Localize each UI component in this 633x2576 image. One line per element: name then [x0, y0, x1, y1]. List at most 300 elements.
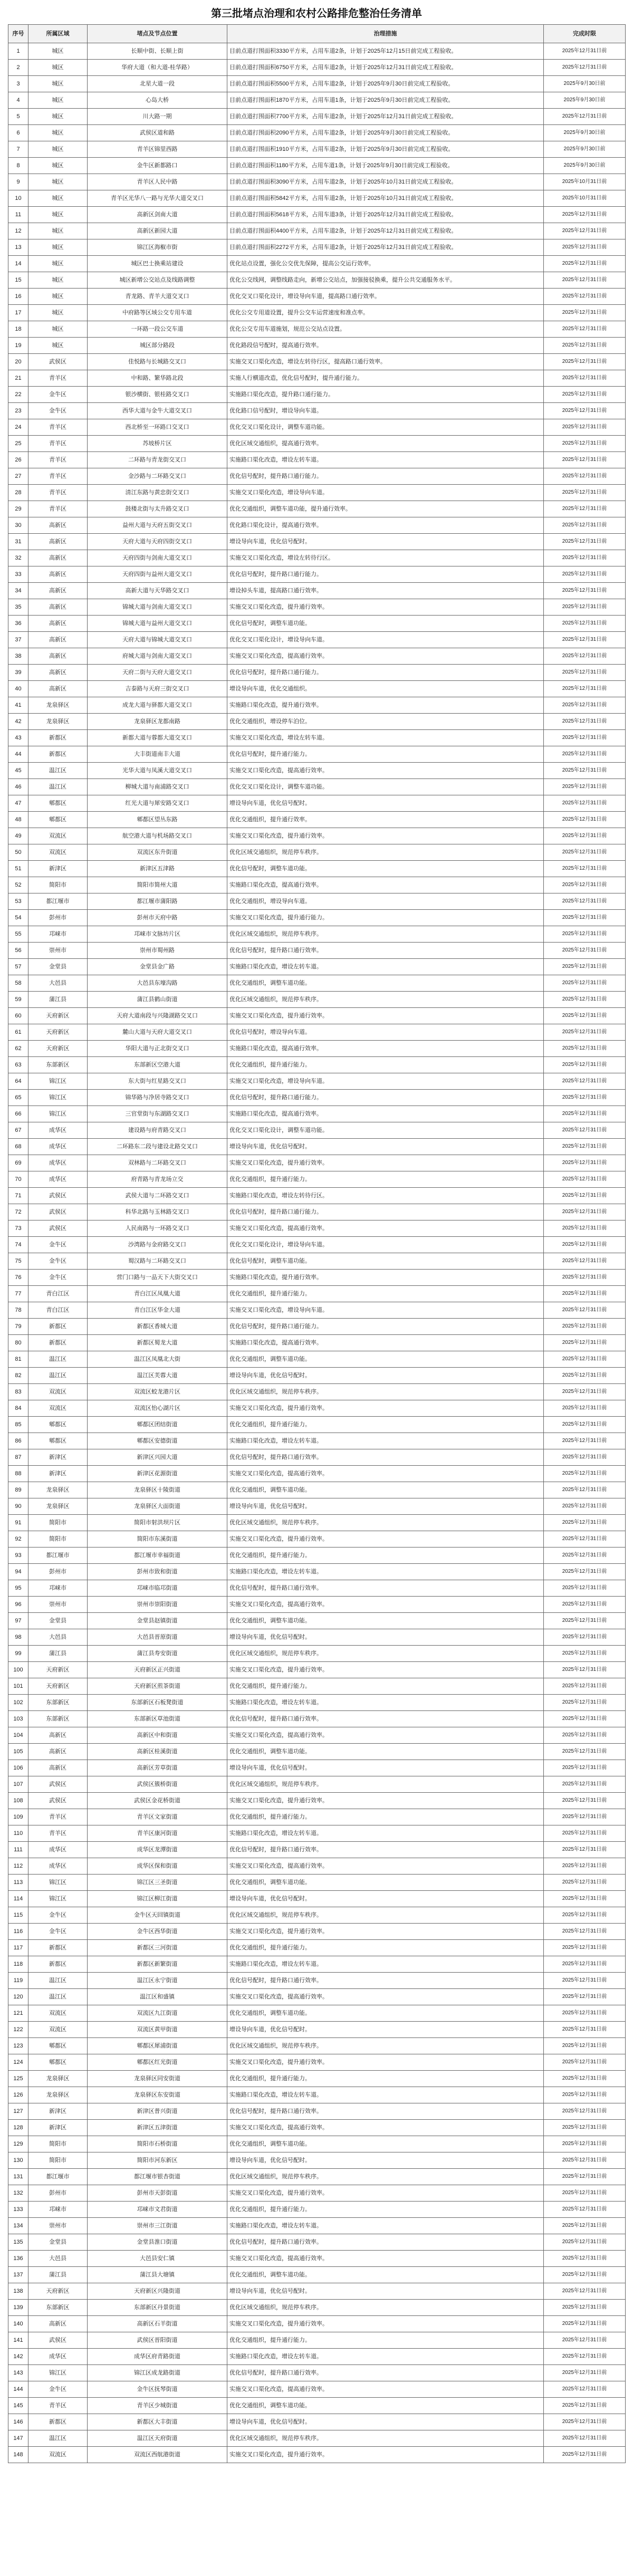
row-measures: 优化信号配时，提升路口通行能力。 — [227, 1319, 544, 1335]
row-deadline: 2025年12月31日前 — [544, 1515, 626, 1531]
row-measures: 增设导向车道，优化交通组织。 — [227, 681, 544, 697]
row-deadline: 2025年12月31日前 — [544, 1253, 626, 1270]
task-table — [8, 24, 626, 2463]
row-deadline: 2025年12月31日前 — [544, 1597, 626, 1613]
row-measures: 增设导向车道，优化信号配时。 — [227, 2152, 544, 2169]
row-deadline: 2025年12月31日前 — [544, 2267, 626, 2283]
row-measures: 优化交通组织，调整车道功能。 — [227, 975, 544, 992]
row-measures: 优化区域交通组织，规范停车秩序。 — [227, 1646, 544, 1662]
row-district: 城区 — [28, 141, 88, 158]
row-location: 彭州市天府中路 — [88, 910, 227, 926]
table-header-row — [8, 25, 626, 43]
table-row — [8, 1335, 626, 1351]
row-seq: 12 — [8, 223, 28, 239]
document-title: 第三批堵点治理和农村公路排危整治任务清单 — [211, 8, 422, 20]
row-seq: 69 — [8, 1155, 28, 1171]
row-deadline: 2025年12月31日前 — [544, 1891, 626, 1907]
row-measures: 实施交叉口渠化改造，提高通行效率。 — [227, 1858, 544, 1875]
row-location: 青羊区少城街道 — [88, 2398, 227, 2414]
table-row — [8, 1466, 626, 1482]
row-deadline: 2025年12月31日前 — [544, 289, 626, 305]
row-measures: 目前点道打围面积5500平方米，占用车道2条，计划于2025年9月30日前完成工程验收。 — [227, 76, 544, 92]
row-deadline: 2025年12月31日前 — [544, 1384, 626, 1400]
row-seq: 17 — [8, 305, 28, 321]
row-measures: 实施交叉口渠化改造，提升通行效率。 — [227, 2054, 544, 2071]
row-measures: 实施路口渠化改造，提升通行效率。 — [227, 697, 544, 714]
row-seq: 32 — [8, 550, 28, 566]
row-seq: 102 — [8, 1695, 28, 1711]
row-measures: 优化交通组织，调整车道功能。 — [227, 1613, 544, 1629]
table-row — [8, 207, 626, 223]
row-district: 高新区 — [28, 648, 88, 665]
row-district: 新都区 — [28, 1319, 88, 1335]
row-measures: 实施交叉口渠化改造，提高通行效率。 — [227, 1466, 544, 1482]
row-location: 成龙大道与驿都大道交叉口 — [88, 697, 227, 714]
row-measures: 目前点道打围面积3090平方米，占用车道2条，计划于2025年10月31日前完成工程验收。 — [227, 174, 544, 190]
row-deadline: 2025年12月31日前 — [544, 828, 626, 844]
row-measures: 优化区域交通组织，规范停车秩序。 — [227, 1907, 544, 1924]
row-seq: 92 — [8, 1531, 28, 1547]
row-district: 高新区 — [28, 1760, 88, 1776]
row-deadline: 2025年12月31日前 — [544, 1793, 626, 1809]
row-location: 锦江区三圣街道 — [88, 1875, 227, 1891]
table-row — [8, 714, 626, 730]
row-measures: 优化交叉口渠化设计，调整车道功能。 — [227, 779, 544, 795]
row-location: 青龙路、青羊大道交叉口 — [88, 289, 227, 305]
row-seq: 109 — [8, 1809, 28, 1825]
row-location: 三官堂街与东湖路交叉口 — [88, 1106, 227, 1122]
row-seq: 58 — [8, 975, 28, 992]
row-seq: 89 — [8, 1482, 28, 1498]
row-district: 锦江区 — [28, 1073, 88, 1090]
row-district: 青羊区 — [28, 501, 88, 517]
row-measures: 实施路口渠化改造，增设左转待行区。 — [227, 1188, 544, 1204]
row-deadline: 2025年12月31日前 — [544, 1237, 626, 1253]
row-deadline: 2025年12月31日前 — [544, 1776, 626, 1793]
row-deadline: 2025年12月31日前 — [544, 452, 626, 468]
row-seq: 16 — [8, 289, 28, 305]
row-measures: 优化信号配时，提升路口通行能力。 — [227, 1090, 544, 1106]
row-deadline: 2025年12月31日前 — [544, 2414, 626, 2430]
row-seq: 10 — [8, 190, 28, 207]
row-measures: 优化区域交通组织，规范停车秩序。 — [227, 2430, 544, 2447]
row-measures: 增设掉头车道，提高路口通行效率。 — [227, 583, 544, 599]
row-seq: 13 — [8, 239, 28, 256]
row-measures: 优化交通组织，调整车道功能。 — [227, 1482, 544, 1498]
row-deadline: 2025年12月31日前 — [544, 844, 626, 861]
row-location: 双流区怡心湖片区 — [88, 1400, 227, 1417]
row-measures: 目前点道打围面积5842平方米，占用车道2条，计划于2025年10月31日前完成工程验收。 — [227, 190, 544, 207]
row-measures: 优化路口渠化设计，提高通行效率。 — [227, 517, 544, 534]
row-measures: 实施交叉口渠化改造，提高通行效率。 — [227, 763, 544, 779]
row-location: 崇州市崇阳街道 — [88, 1597, 227, 1613]
row-district: 新津区 — [28, 2120, 88, 2136]
table-row — [8, 1776, 626, 1793]
row-seq: 84 — [8, 1400, 28, 1417]
row-location: 二环路与青龙街交叉口 — [88, 452, 227, 468]
row-district: 武侯区 — [28, 354, 88, 370]
row-deadline: 2025年12月31日前 — [544, 550, 626, 566]
row-location: 双流区九江街道 — [88, 2005, 227, 2022]
row-location: 武侯区道和路 — [88, 125, 227, 141]
row-deadline: 2025年12月31日前 — [544, 2136, 626, 2152]
row-seq: 9 — [8, 174, 28, 190]
row-district: 高新区 — [28, 681, 88, 697]
row-deadline: 2025年12月31日前 — [544, 599, 626, 616]
table-row — [8, 1580, 626, 1597]
row-deadline: 2025年12月31日前 — [544, 1973, 626, 1989]
row-deadline: 2025年12月31日前 — [544, 1498, 626, 1515]
row-seq: 15 — [8, 272, 28, 289]
row-measures: 目前点道打围面积2090平方米，占用车道2条，计划于2025年9月30日前完成工程验收。 — [227, 125, 544, 141]
row-measures: 优化信号配时，提升路口通行效率。 — [227, 943, 544, 959]
row-deadline: 2025年12月31日前 — [544, 1924, 626, 1940]
row-deadline: 2025年12月31日前 — [544, 403, 626, 419]
row-measures: 目前点道打围面积3330平方米，占用车道2条，计划于2025年12月15日前完成工程验收。 — [227, 43, 544, 60]
row-deadline: 2025年12月31日前 — [544, 1139, 626, 1155]
row-location: 龙泉驿区东安街道 — [88, 2087, 227, 2103]
row-location: 天府新区正兴街道 — [88, 1662, 227, 1678]
row-location: 简阳市东溪街道 — [88, 1531, 227, 1547]
row-location: 心岛大桥 — [88, 92, 227, 109]
row-district: 蒲江县 — [28, 992, 88, 1008]
row-deadline: 2025年12月31日前 — [544, 975, 626, 992]
row-seq: 27 — [8, 468, 28, 485]
row-deadline: 2025年12月31日前 — [544, 1319, 626, 1335]
row-seq: 41 — [8, 697, 28, 714]
row-location: 温江区永宁街道 — [88, 1973, 227, 1989]
row-measures: 实施路口渠化改造，增设左转车道。 — [227, 959, 544, 975]
row-district: 金牛区 — [28, 1270, 88, 1286]
row-location: 清江东路与黄忠街交叉口 — [88, 485, 227, 501]
row-deadline: 2025年12月31日前 — [544, 1940, 626, 1956]
row-district: 简阳市 — [28, 2136, 88, 2152]
row-location: 邛崃市文君街道 — [88, 2202, 227, 2218]
table-row — [8, 43, 626, 60]
table-row — [8, 1973, 626, 1989]
row-seq: 82 — [8, 1368, 28, 1384]
row-location: 新津区花源街道 — [88, 1466, 227, 1482]
table-row — [8, 2332, 626, 2349]
row-seq: 65 — [8, 1090, 28, 1106]
row-seq: 111 — [8, 1842, 28, 1858]
row-district: 青白江区 — [28, 1302, 88, 1319]
table-row — [8, 681, 626, 697]
row-location: 城区巴士换乘站建设 — [88, 256, 227, 272]
row-deadline: 2025年12月31日前 — [544, 2349, 626, 2365]
table-row — [8, 1940, 626, 1956]
row-location: 郫都区团结街道 — [88, 1417, 227, 1433]
row-seq: 77 — [8, 1286, 28, 1302]
row-measures: 优化交通组织，调整车道功能。 — [227, 2136, 544, 2152]
row-deadline: 2025年12月31日前 — [544, 1727, 626, 1744]
table-row — [8, 468, 626, 485]
row-measures: 实施交叉口渠化改造，增设左转车道。 — [227, 730, 544, 746]
row-location: 青白江区华金大道 — [88, 1302, 227, 1319]
row-location: 锦城大道与益州大道交叉口 — [88, 616, 227, 632]
table-row — [8, 289, 626, 305]
row-location: 高新区芳草街道 — [88, 1760, 227, 1776]
row-district: 城区 — [28, 272, 88, 289]
row-location: 人民南路与一环路交叉口 — [88, 1220, 227, 1237]
row-district: 城区 — [28, 305, 88, 321]
row-district: 龙泉驿区 — [28, 1482, 88, 1498]
row-deadline: 2025年12月31日前 — [544, 2316, 626, 2332]
row-district: 天府新区 — [28, 1024, 88, 1041]
table-row — [8, 1678, 626, 1695]
row-district: 城区 — [28, 223, 88, 239]
row-district: 郫都区 — [28, 812, 88, 828]
row-district: 新都区 — [28, 746, 88, 763]
row-location: 简阳市射洪坝片区 — [88, 1515, 227, 1531]
row-seq: 114 — [8, 1891, 28, 1907]
table-row — [8, 419, 626, 436]
row-district: 金牛区 — [28, 1924, 88, 1940]
row-deadline: 2025年12月31日前 — [544, 1744, 626, 1760]
row-measures: 优化交通组织，提升通行能力。 — [227, 1417, 544, 1433]
row-deadline: 2025年12月31日前 — [544, 272, 626, 289]
row-location: 大丰街道南丰大道 — [88, 746, 227, 763]
row-district: 新津区 — [28, 1466, 88, 1482]
row-measures: 优化交通组织，提升通行能力。 — [227, 1286, 544, 1302]
row-seq: 2 — [8, 60, 28, 76]
row-district: 金牛区 — [28, 2381, 88, 2398]
row-deadline: 2025年12月31日前 — [544, 2447, 626, 2463]
row-measures: 优化信号配时，提升路口通行效率。 — [227, 1973, 544, 1989]
row-deadline: 2025年12月31日前 — [544, 943, 626, 959]
row-seq: 123 — [8, 2038, 28, 2054]
row-deadline: 2025年12月31日前 — [544, 1629, 626, 1646]
row-deadline: 2025年12月31日前 — [544, 1400, 626, 1417]
table-row — [8, 926, 626, 943]
row-location: 天府大道与锦城大道交叉口 — [88, 632, 227, 648]
row-seq: 96 — [8, 1597, 28, 1613]
row-location: 新都区香城大道 — [88, 1319, 227, 1335]
row-measures: 实施交叉口渠化改造，提升通行效率。 — [227, 1924, 544, 1940]
row-seq: 55 — [8, 926, 28, 943]
row-district: 青羊区 — [28, 485, 88, 501]
row-location: 都江堰市幸福街道 — [88, 1547, 227, 1564]
row-district: 双流区 — [28, 1384, 88, 1400]
row-measures: 优化信号配时，提升路口通行效率。 — [227, 1842, 544, 1858]
row-seq: 112 — [8, 1858, 28, 1875]
row-deadline: 2025年12月31日前 — [544, 223, 626, 239]
row-measures: 优化交通组织，调整车道功能，提升通行效率。 — [227, 501, 544, 517]
table-row — [8, 992, 626, 1008]
row-district: 武侯区 — [28, 1220, 88, 1237]
row-deadline: 2025年12月31日前 — [544, 763, 626, 779]
row-district: 高新区 — [28, 566, 88, 583]
row-location: 天府四街与剑南大道交叉口 — [88, 550, 227, 566]
row-seq: 107 — [8, 1776, 28, 1793]
row-deadline: 2025年12月31日前 — [544, 1270, 626, 1286]
table-row — [8, 2398, 626, 2414]
row-location: 青羊区人民中路 — [88, 174, 227, 190]
row-location: 双流区蛟龙港片区 — [88, 1384, 227, 1400]
row-deadline: 2025年12月31日前 — [544, 910, 626, 926]
row-seq: 124 — [8, 2054, 28, 2071]
table-row — [8, 1253, 626, 1270]
row-seq: 148 — [8, 2447, 28, 2463]
header-seq: 序号 — [8, 25, 28, 43]
row-seq: 57 — [8, 959, 28, 975]
table-row — [8, 665, 626, 681]
row-district: 新津区 — [28, 2103, 88, 2120]
row-deadline: 2025年12月31日前 — [544, 2087, 626, 2103]
row-district: 天府新区 — [28, 1662, 88, 1678]
row-district: 龙泉驿区 — [28, 2087, 88, 2103]
row-district: 郫都区 — [28, 1417, 88, 1433]
row-seq: 120 — [8, 1989, 28, 2005]
row-deadline: 2025年12月31日前 — [544, 2038, 626, 2054]
row-location: 郫都区安德街道 — [88, 1433, 227, 1449]
row-district: 双流区 — [28, 2447, 88, 2463]
table-row — [8, 141, 626, 158]
row-measures: 优化信号配时，提升路口通行效率。 — [227, 2365, 544, 2381]
row-seq: 122 — [8, 2022, 28, 2038]
header-measures: 治理措施 — [227, 25, 544, 43]
table-row — [8, 1597, 626, 1613]
row-district: 城区 — [28, 190, 88, 207]
row-seq: 28 — [8, 485, 28, 501]
row-measures: 优化信号配时，提升路口通行能力。 — [227, 468, 544, 485]
row-deadline: 2025年12月31日前 — [544, 321, 626, 338]
row-measures: 增设导向车道，优化信号配时。 — [227, 2414, 544, 2430]
table-row — [8, 76, 626, 92]
row-seq: 8 — [8, 158, 28, 174]
row-seq: 43 — [8, 730, 28, 746]
row-location: 青羊区光华八一路与光华大道交叉口 — [88, 190, 227, 207]
row-measures: 优化区域交通组织，规范停车秩序。 — [227, 1776, 544, 1793]
row-location: 金牛区天回镇街道 — [88, 1907, 227, 1924]
row-location: 华府大道（和大道-桂华路） — [88, 60, 227, 76]
row-measures: 增设导向车道，优化信号配时。 — [227, 2283, 544, 2300]
row-measures: 实施交叉口渠化改造，提升通行效率。 — [227, 1400, 544, 1417]
row-measures: 目前点道打围面积2272平方米，占用车道2条，计划于2025年12月31日前完成工程验收。 — [227, 239, 544, 256]
row-location: 邛崃市临邛街道 — [88, 1580, 227, 1597]
row-district: 青羊区 — [28, 370, 88, 387]
row-measures: 实施交叉口渠化改造，提升通行能力。 — [227, 910, 544, 926]
row-deadline: 2025年12月31日前 — [544, 1204, 626, 1220]
row-deadline: 2025年12月31日前 — [544, 2169, 626, 2185]
table-row — [8, 1057, 626, 1073]
row-location: 成华区保和街道 — [88, 1858, 227, 1875]
row-deadline: 2025年12月31日前 — [544, 1122, 626, 1139]
row-measures: 实施交叉口渠化改造，提升通行效率。 — [227, 828, 544, 844]
row-location: 西华大道与金牛大道交叉口 — [88, 403, 227, 419]
row-location: 西北桥至一环路口交叉口 — [88, 419, 227, 436]
row-measures: 增设导向车道，优化信号配时。 — [227, 1760, 544, 1776]
table-row — [8, 1924, 626, 1940]
table-row — [8, 1384, 626, 1400]
row-measures: 实施交叉口渠化改造，提升通行效率。 — [227, 1662, 544, 1678]
table-row — [8, 2430, 626, 2447]
row-measures: 优化交通组织，调整车道功能。 — [227, 1875, 544, 1891]
row-deadline: 2025年12月31日前 — [544, 1220, 626, 1237]
row-seq: 52 — [8, 877, 28, 893]
row-seq: 140 — [8, 2316, 28, 2332]
row-district: 蒲江县 — [28, 1646, 88, 1662]
row-district: 青羊区 — [28, 468, 88, 485]
row-location: 麓山大道与天府大道交叉口 — [88, 1024, 227, 1041]
row-measures: 实施交叉口渠化改造，提高通行效率。 — [227, 648, 544, 665]
row-district: 天府新区 — [28, 1041, 88, 1057]
row-seq: 35 — [8, 599, 28, 616]
row-district: 都江堰市 — [28, 893, 88, 910]
row-district: 东部新区 — [28, 1695, 88, 1711]
row-location: 锦江区成龙路街道 — [88, 2365, 227, 2381]
row-district: 温江区 — [28, 763, 88, 779]
table-row — [8, 92, 626, 109]
row-deadline: 2025年12月31日前 — [544, 665, 626, 681]
row-seq: 116 — [8, 1924, 28, 1940]
table-row — [8, 2414, 626, 2430]
row-seq: 139 — [8, 2300, 28, 2316]
row-district: 温江区 — [28, 779, 88, 795]
table-row — [8, 2136, 626, 2152]
row-district: 天府新区 — [28, 2283, 88, 2300]
row-district: 大邑县 — [28, 1629, 88, 1646]
table-row — [8, 125, 626, 141]
row-location: 高新区新园大道 — [88, 223, 227, 239]
table-row — [8, 697, 626, 714]
row-measures: 实施交叉口渠化改造，提升通行效率。 — [227, 1008, 544, 1024]
row-measures: 优化信号配时，提升路口通行效率。 — [227, 2103, 544, 2120]
row-district: 简阳市 — [28, 1531, 88, 1547]
table-row — [8, 648, 626, 665]
row-deadline: 2025年9月30日前 — [544, 158, 626, 174]
row-seq: 21 — [8, 370, 28, 387]
row-location: 新津区普兴街道 — [88, 2103, 227, 2120]
row-deadline: 2025年12月31日前 — [544, 1646, 626, 1662]
table-row — [8, 2267, 626, 2283]
row-seq: 101 — [8, 1678, 28, 1695]
row-district: 邛崃市 — [28, 2202, 88, 2218]
row-measures: 优化交通组织，提升通行能力。 — [227, 1057, 544, 1073]
row-measures: 优化交叉口渠化设计，调整车道功能。 — [227, 419, 544, 436]
row-deadline: 2025年12月31日前 — [544, 2071, 626, 2087]
row-measures: 优化交通组织，提升通行能力。 — [227, 1809, 544, 1825]
row-seq: 33 — [8, 566, 28, 583]
row-seq: 25 — [8, 436, 28, 452]
table-row — [8, 1090, 626, 1106]
row-location: 锦城大道与剑南大道交叉口 — [88, 599, 227, 616]
table-row — [8, 1270, 626, 1286]
table-row — [8, 2251, 626, 2267]
row-measures: 优化区域交通组织，规范停车秩序。 — [227, 844, 544, 861]
row-deadline: 2025年12月31日前 — [544, 2054, 626, 2071]
row-measures: 优化信号配时，提升路口通行能力。 — [227, 566, 544, 583]
row-measures: 目前点道打围面积5618平方米，占用车道3条，计划于2025年12月31日前完成工程验收。 — [227, 207, 544, 223]
table-row — [8, 1531, 626, 1547]
row-seq: 26 — [8, 452, 28, 468]
row-measures: 优化区域交通组织，规范停车秩序。 — [227, 1384, 544, 1400]
row-seq: 14 — [8, 256, 28, 272]
table-row — [8, 190, 626, 207]
row-seq: 66 — [8, 1106, 28, 1122]
row-district: 崇州市 — [28, 943, 88, 959]
row-district: 成华区 — [28, 1171, 88, 1188]
table-row — [8, 1662, 626, 1678]
row-deadline: 2025年12月31日前 — [544, 1662, 626, 1678]
row-district: 大邑县 — [28, 975, 88, 992]
row-deadline: 2025年12月31日前 — [544, 436, 626, 452]
table-row — [8, 1858, 626, 1875]
row-measures: 增设导向车道，优化信号配时。 — [227, 1368, 544, 1384]
table-row — [8, 2202, 626, 2218]
table-row — [8, 1825, 626, 1842]
row-seq: 146 — [8, 2414, 28, 2430]
